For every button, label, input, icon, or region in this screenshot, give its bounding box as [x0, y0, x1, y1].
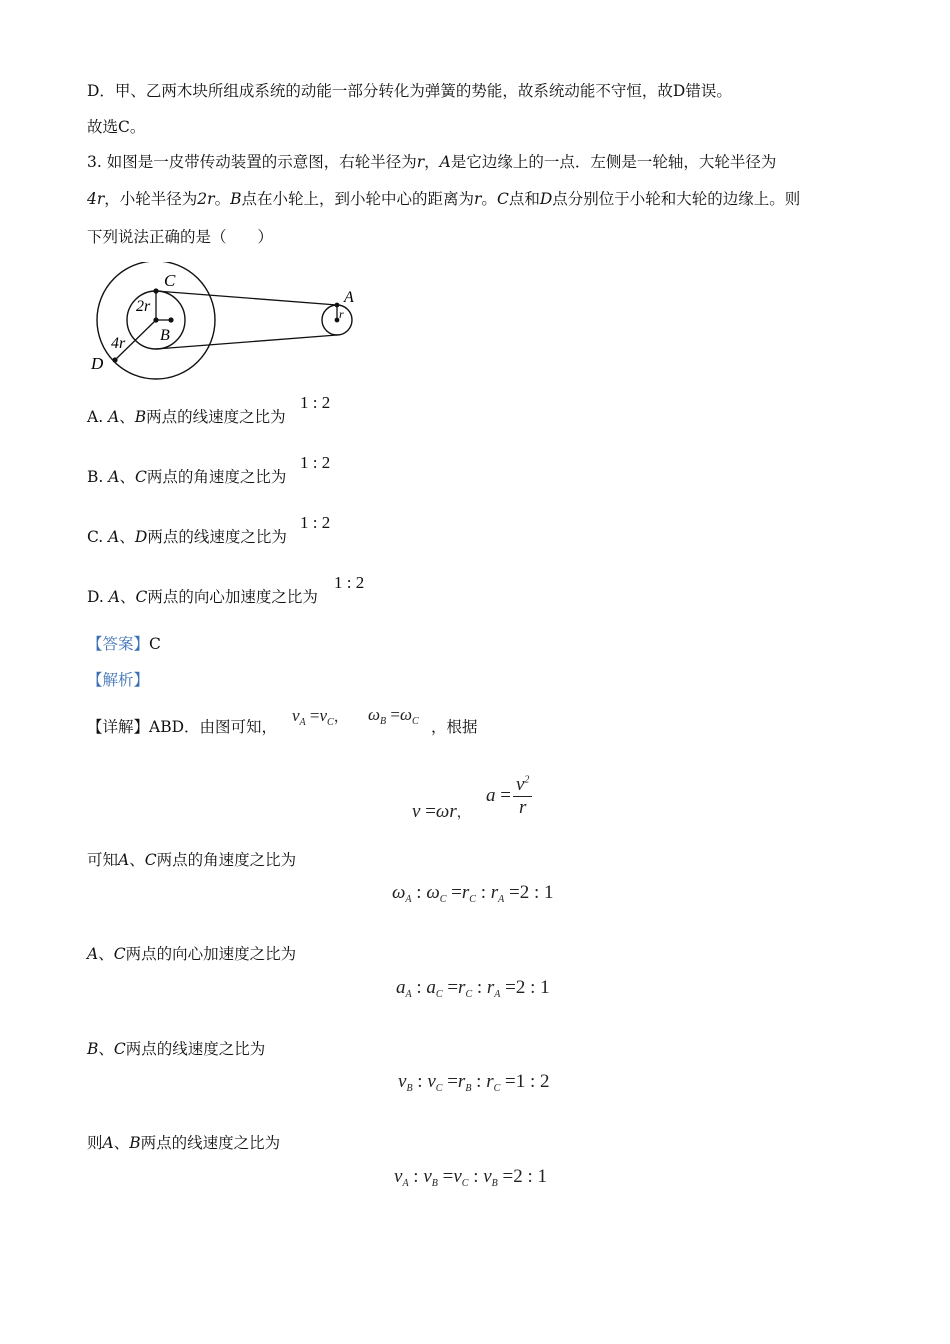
label-4r: 4r	[111, 335, 126, 352]
belt-top	[156, 291, 337, 305]
belt-bottom	[156, 335, 337, 349]
formula-va-vc: $v_A =v_C$，	[292, 706, 349, 728]
prev-option-d-text: D．甲、乙两木块所组成系统的动能一部分转化为弹簧的势能，故系统动能不守恒，故D错误。	[87, 82, 732, 100]
label-2r: 2r	[136, 298, 151, 315]
label-d: D	[91, 354, 104, 373]
label-r: r	[339, 307, 344, 321]
option-b-ratio: 1 : 2	[300, 453, 331, 472]
label-c: C	[164, 271, 176, 290]
choose-line: 故选C。	[87, 118, 146, 136]
option-d: D. A、C两点的向心加速度之比为	[87, 588, 318, 606]
option-c-ratio: 1 : 2	[300, 513, 331, 532]
detail-line: 【详解】ABD．由图可知，	[87, 718, 278, 736]
option-b: B. A、C两点的角速度之比为	[87, 468, 287, 486]
step2-text: A、C两点的向心加速度之比为	[87, 945, 297, 963]
formula-a-v2r: a = $\frac{v^2}{r}$	[486, 774, 534, 819]
formula-v-wr: v =ωr，	[412, 801, 471, 822]
option-a: A. A、B两点的线速度之比为	[87, 408, 286, 426]
question-line-3: 下列说法正确的是（ ）	[87, 228, 274, 246]
formula-vb-vc-ratio: $v_B$ : $v_C =r_B$ : $r_C =1$ : 2	[398, 1071, 550, 1094]
label-b: B	[160, 327, 170, 344]
point-b-dot	[168, 317, 173, 322]
formula-va-vb-ratio: $v_A$ : $v_B =v_C$ : $v_B =2$ : 1	[394, 1166, 548, 1189]
option-c: C. A、D两点的线速度之比为	[87, 528, 287, 546]
option-d-ratio: 1 : 2	[334, 573, 365, 592]
answer-line: 【答案】C	[87, 635, 161, 653]
step3-text: B、C两点的线速度之比为	[87, 1040, 266, 1058]
analysis-label: 【解析】	[87, 671, 150, 689]
formula-omega-ratio: $\omega_A$ : $\omega_C =r_C$ : $r_A =2$ : 1	[392, 882, 554, 905]
point-d-dot	[112, 357, 117, 362]
detail-tail: ，根据	[431, 718, 478, 736]
label-a: A	[344, 289, 354, 306]
formula-wb-wc: $\omega_B =\omega_C$	[368, 705, 419, 727]
formula-a-ratio: $a_A$ : $a_C =r_C$ : $r_A =2$ : 1	[396, 977, 550, 1000]
belt-drive-diagram	[80, 262, 370, 387]
step4-text: 则A、B两点的线速度之比为	[87, 1134, 281, 1152]
question-line-1: 3. 如图是一皮带传动装置的示意图，右轮半径为r，A是它边缘上的一点．左侧是一轮轴，大轮半径为	[87, 153, 777, 171]
step1-text: 可知A、C两点的角速度之比为	[87, 851, 297, 869]
point-c-dot	[153, 288, 158, 293]
question-line-2: 4r，小轮半径为2r。B点在小轮上，到小轮中心的距离为r。C点和D点分别位于小轮和大轮的边缘上。则	[87, 190, 801, 208]
option-a-ratio: 1 : 2	[300, 393, 331, 412]
